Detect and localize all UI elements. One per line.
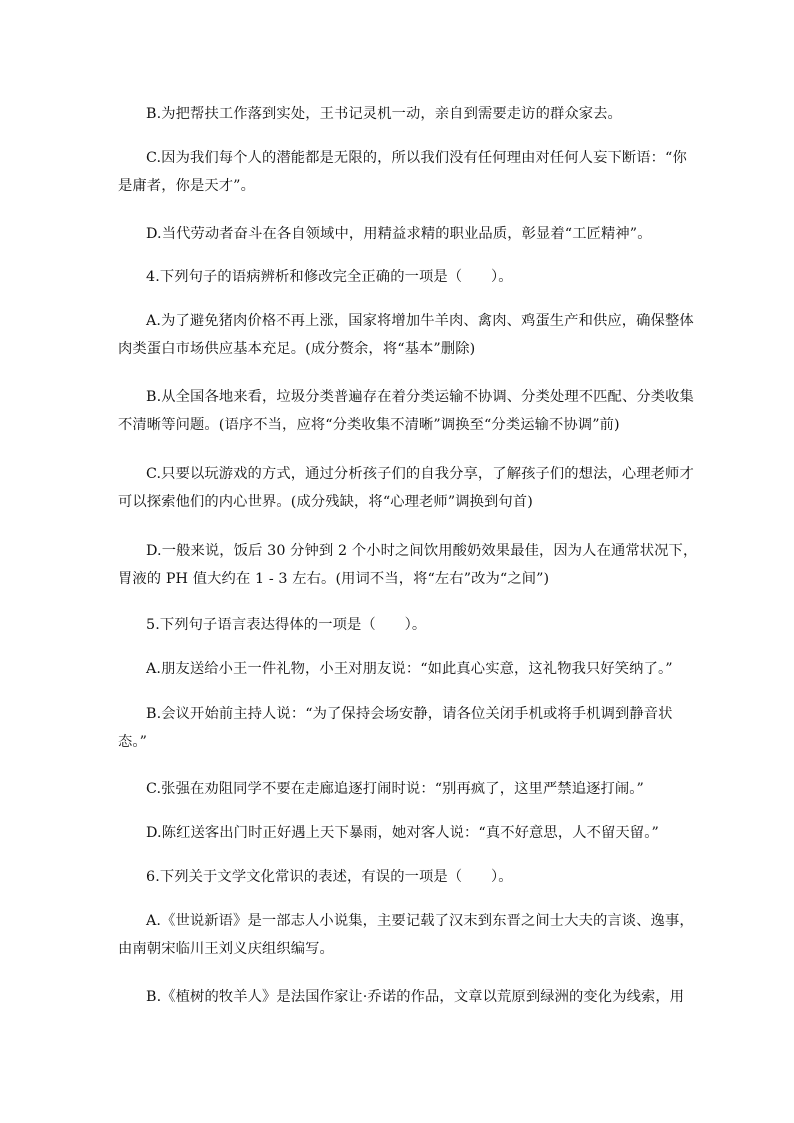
text-line: 是庸者，你是天才”。 [118,178,255,194]
text-line: 肉类蛋白市场供应基本充足。(成分赘余，将“基本”删除) [118,341,476,357]
text-line: A.《世说新语》是一部志人小说集，主要记载了汉末到东晋之间士大夫的言谈、逸事， [146,913,694,929]
text-line: B.为把帮扶工作落到实处，王书记灵机一动，亲自到需要走访的群众家去。 [146,106,622,122]
option-3c [118,144,687,200]
text-line: 4.下列句子的语病辨析和修改完全正确的一项是（ ）。 [146,269,513,285]
option-3d [118,220,684,248]
option-5c [118,775,684,803]
text-line: D.陈红送客出门时正好遇上天下暴雨，她对客人说：“真不好意思，人不留天留。” [146,825,659,841]
option-5d [118,819,684,847]
text-line: A.为了避免猪肉价格不再上涨，国家将增加牛羊肉、禽肉、鸡蛋生产和供应，确保整体 [146,313,694,329]
text-line: A.朋友送给小王一件礼物，小王对朋友说：“如此真心实意，这礼物我只好笑纳了。” [146,661,673,677]
text-line: B.从全国各地来看，垃圾分类普遍存在着分类运输不协调、分类处理不匹配、分类收集 [146,389,694,405]
text-line: 态。” [118,734,148,750]
text-line: D.一般来说，饭后 30 分钟到 2 个小时之间饮用酸奶效果最佳，因为人在通常状况下， [146,543,698,559]
text-line: B.《植树的牧羊人》是法国作家让·乔诺的作品，文章以荒原到绿洲的变化为线索，用 [146,989,685,1005]
option-3b [118,100,684,128]
option-4a [118,307,694,363]
option-5a [118,655,684,683]
question-5 [118,611,684,639]
text-line: B.会议开始前主持人说：“为了保持会场安静，请各位关闭手机或将手机调到静音状 [146,706,673,722]
question-4 [118,263,684,291]
option-5b [118,700,684,756]
option-4d [118,537,698,593]
question-6 [118,863,684,891]
option-4b [118,383,694,439]
option-6a [118,907,694,963]
text-line: D.当代劳动者奋斗在各自领域中，用精益求精的职业品质，彰显着“工匠精神”。 [146,226,652,242]
text-line: C.只要以玩游戏的方式，通过分析孩子们的自我分享，了解孩子们的想法，心理老师才 [146,466,694,482]
text-line: C.因为我们每个人的潜能都是无限的，所以我们没有任何理由对任何人妄下断语：“你 [146,150,687,166]
text-line: 不清晰等问题。(语序不当，应将“分类收集不清晰”调换至“分类运输不协调”前) [118,417,620,433]
text-line: 可以探索他们的内心世界。(成分残缺，将“心理老师”调换到句首) [118,494,533,510]
text-line: 6.下列关于文学文化常识的表述，有误的一项是（ ）。 [146,869,513,885]
option-4c [118,460,694,516]
option-6b [118,983,684,1011]
text-line: 由南朝宋临川王刘义庆组织编写。 [118,941,334,957]
text-line: 5.下列句子语言表达得体的一项是（ ）。 [146,617,427,633]
text-line: 胃液的 PH 值大约在 1 - 3 左右。(用词不当，将“左右”改为“之间”) [118,571,550,587]
text-line: C.张强在劝阻同学不要在走廊追逐打闹时说：“别再疯了，这里严禁追逐打闹。” [146,781,644,797]
